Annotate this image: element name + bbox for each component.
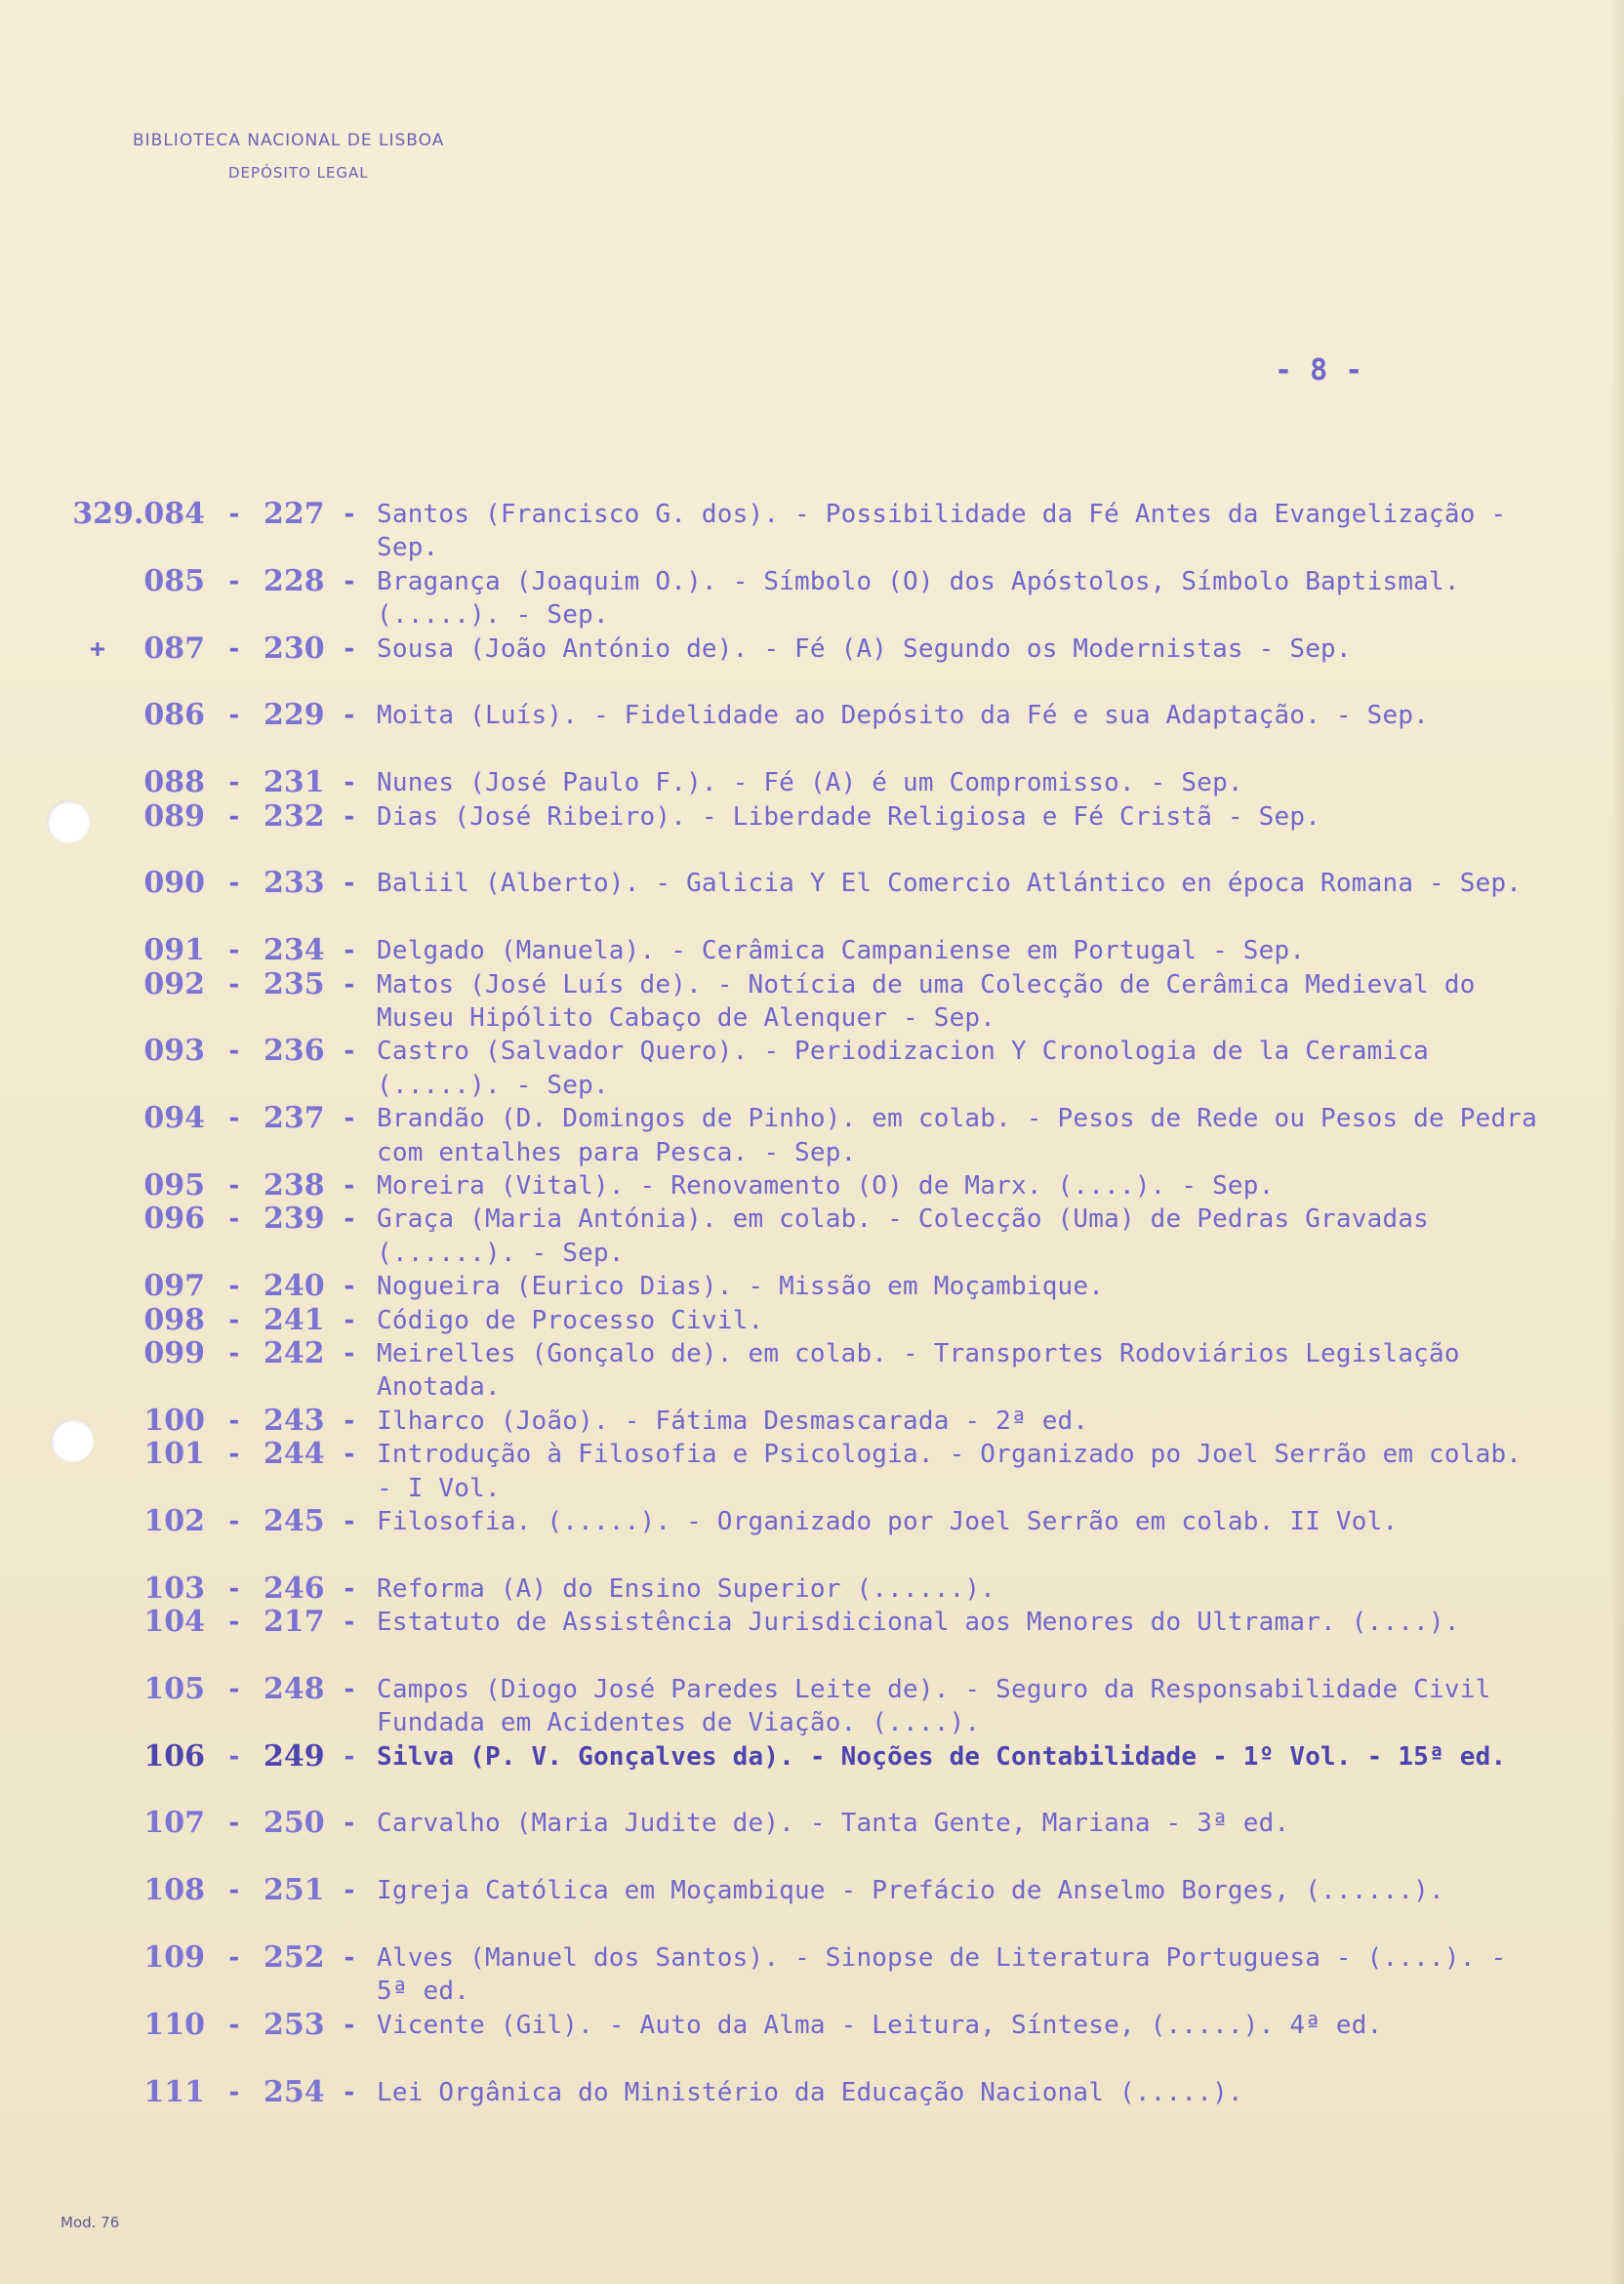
entry-row (0, 1673, 1624, 1740)
entry-row (0, 1405, 1624, 1438)
entry-row (0, 1169, 1624, 1203)
entry-row (0, 1035, 1624, 1102)
entry-number: 217 (264, 1605, 325, 1640)
entry-description: Dias (José Ribeiro). - Liberdade Religiosa e Fé Cristã - Sep. (377, 801, 1321, 832)
entry-classification: 087 (143, 631, 205, 666)
entry-number: 230 (264, 631, 325, 666)
entry-separator: - (342, 1573, 357, 1604)
entry-number: 235 (264, 966, 325, 1001)
entry-number: 227 (264, 497, 325, 531)
entry-description: Campos (Diogo José Paredes Leite de). - Seguro da Responsabilidade Civil Fundada em Acidentes de Viação. (....). (377, 1674, 1491, 1738)
entry-classification: 097 (143, 1269, 205, 1304)
entry-separator: - (342, 1204, 357, 1235)
entry-description: Matos (José Luís de). - Notícia de uma Colecção de Cerâmica Medieval do Museu Hipólito Cabaço de Alenquer - Sep. (377, 969, 1476, 1033)
entry-number: 254 (264, 2074, 325, 2109)
entry-separator: - (342, 1741, 357, 1772)
entry-separator: - (342, 1876, 357, 1906)
entry-number: 251 (264, 1873, 325, 1908)
entry-separator: - (226, 2077, 242, 2107)
entry-classification: 093 (143, 1034, 205, 1069)
entry-row (0, 1438, 1624, 1505)
entry-row (0, 1941, 1624, 2009)
entry-separator: - (342, 1170, 357, 1201)
entry-separator: - (226, 1272, 242, 1302)
entry-separator: - (226, 1305, 242, 1335)
entry-number: 241 (264, 1302, 325, 1337)
entry-classification: 088 (143, 765, 205, 800)
entry-classification: 329.084 (72, 497, 205, 531)
entry-classification: 111 (143, 2074, 205, 2109)
entry-number: 234 (264, 933, 325, 968)
entry-separator: - (342, 768, 357, 798)
entry-classification: 094 (143, 1101, 205, 1136)
entry-separator: - (226, 1338, 242, 1368)
entry-classification: 109 (143, 1940, 205, 1976)
entry-row (0, 1572, 1624, 1606)
entry-separator: - (342, 936, 357, 966)
entry-classification: 101 (143, 1437, 205, 1472)
entry-row (0, 699, 1624, 766)
entry-description: Moita (Luís). - Fidelidade ao Depósito da Fé e sua Adaptação. - Sep. (377, 701, 1430, 731)
entry-separator: - (226, 1674, 242, 1704)
entry-separator: - (342, 701, 357, 731)
entry-classification: 102 (143, 1503, 205, 1538)
entry-separator: - (226, 566, 242, 596)
entry-number: 253 (264, 2007, 325, 2042)
entry-row (0, 968, 1624, 1036)
entry-row (0, 1203, 1624, 1270)
entry-classification: 110 (143, 2007, 205, 2042)
entry-description: Graça (Maria Antónia). em colab. - Colecção (Uma) de Pedras Gravadas (......). - Sep. (377, 1204, 1430, 1268)
entry-separator: - (226, 1440, 242, 1470)
entry-description: Baliil (Alberto). - Galicia Y El Comercio Atlántico en época Romana - Sep. (377, 869, 1522, 899)
entry-separator: - (226, 1573, 242, 1604)
entry-description: Estatuto de Assistência Jurisdicional aos Menores do Ultramar. (....). (377, 1608, 1460, 1638)
entry-separator: - (226, 1506, 242, 1536)
entry-separator: - (226, 1037, 242, 1067)
entry-number: 228 (264, 563, 325, 598)
entry-row (0, 2009, 1624, 2076)
entry-separator: - (226, 500, 242, 529)
entry-description: Meirelles (Gonçalo de). em colab. - Transportes Rodoviários Legislação Anotada. (377, 1338, 1460, 1403)
entry-classification: 098 (143, 1302, 205, 1337)
entry-row (0, 632, 1624, 700)
entry-classification: 086 (143, 698, 205, 733)
punch-hole (47, 800, 90, 843)
entry-classification: 090 (143, 866, 205, 901)
entry-number: 249 (264, 1738, 325, 1774)
page-number: - 8 - (1275, 353, 1363, 387)
entry-description: Carvalho (Maria Judite de). - Tanta Gente, Mariana - 3ª ed. (377, 1809, 1290, 1839)
entry-description: Delgado (Manuela). - Cerâmica Campaniense em Portugal - Sep. (377, 936, 1306, 966)
entry-classification: 100 (143, 1403, 205, 1438)
entry-row (0, 934, 1624, 967)
entry-description: Código de Processo Civil. (377, 1305, 764, 1335)
entry-number: 240 (264, 1269, 325, 1304)
entry-row (0, 1102, 1624, 1169)
entry-separator: - (342, 801, 357, 832)
entry-separator: - (342, 1506, 357, 1536)
entry-separator: - (226, 1876, 242, 1906)
entry-separator: - (342, 500, 357, 529)
entry-row (0, 1270, 1624, 1303)
entry-classification: 105 (143, 1671, 205, 1706)
entry-description: Alves (Manuel dos Santos). - Sinopse de Literatura Portuguesa - (....). - 5ª ed. (377, 1943, 1507, 2007)
letterhead-department: DEPÓSITO LEGAL (228, 164, 369, 182)
entry-row (0, 1606, 1624, 1673)
entry-description: Lei Orgânica do Ministério da Educação Nacional (.....). (377, 2077, 1243, 2107)
entry-description: Filosofia. (.....). - Organizado por Joel Serrão em colab. II Vol. (377, 1506, 1399, 1536)
entry-classification: 106 (143, 1738, 205, 1774)
entry-separator: - (342, 1305, 357, 1335)
entry-separator: - (342, 869, 357, 899)
entry-classification: 107 (143, 1806, 205, 1841)
entry-separator: - (342, 969, 357, 999)
entry-separator: - (226, 1204, 242, 1235)
entry-classification: 089 (143, 798, 205, 834)
entry-number: 242 (264, 1335, 325, 1370)
entry-description: Santos (Francisco G. dos). - Possibilidade da Fé Antes da Evangelização - Sep. (377, 500, 1507, 563)
entry-separator: - (342, 1440, 357, 1470)
entry-separator: - (342, 2010, 357, 2040)
entry-description: Brandão (D. Domingos de Pinho). em colab. - Pesos de Rede ou Pesos de Pedra com entalhes para Pesca. - Sep. (377, 1104, 1537, 1167)
entry-row (0, 1505, 1624, 1572)
entry-row (0, 800, 1624, 868)
entry-classification: 091 (143, 933, 205, 968)
entry-number: 252 (264, 1940, 325, 1976)
entry-description: Bragança (Joaquim O.). - Símbolo (O) dos Apóstolos, Símbolo Baptismal. (.....). - Sep. (377, 566, 1460, 631)
entry-description: Ilharco (João). - Fátima Desmascarada - 2ª ed. (377, 1406, 1089, 1436)
entry-separator: - (342, 1943, 357, 1974)
entry-separator: - (226, 633, 242, 664)
entry-classification: 103 (143, 1570, 205, 1606)
entry-description: Silva (P. V. Gonçalves da). - Noções de Contabilidade - 1º Vol. - 15ª ed. (377, 1741, 1507, 1772)
entry-separator: - (342, 1104, 357, 1134)
entry-classification: 108 (143, 1873, 205, 1908)
entry-separator: - (342, 566, 357, 596)
entry-description: Introdução à Filosofia e Psicologia. - Organizado po Joel Serrão em colab. - I Vol. (377, 1440, 1522, 1503)
entry-separator: - (226, 768, 242, 798)
entry-classification: 095 (143, 1167, 205, 1203)
entry-separator: - (342, 1338, 357, 1368)
entry-description: Moreira (Vital). - Renovamento (O) de Marx. (....). - Sep. (377, 1170, 1275, 1201)
entry-classification: 096 (143, 1202, 205, 1237)
entry-number: 239 (264, 1202, 325, 1237)
entry-row (0, 498, 1624, 565)
entry-classification: 092 (143, 966, 205, 1001)
entry-separator: - (342, 2077, 357, 2107)
entry-separator: - (342, 1674, 357, 1704)
entry-description: Vicente (Gil). - Auto da Alma - Leitura, Síntese, (.....). 4ª ed. (377, 2010, 1383, 2040)
entry-classification: 104 (143, 1605, 205, 1640)
entry-number: 238 (264, 1167, 325, 1203)
entry-separator: - (342, 1809, 357, 1839)
entry-description: Castro (Salvador Quero). - Periodizacion Y Cronologia de la Ceramica (.....). - Sep. (377, 1037, 1430, 1100)
entry-number: 233 (264, 866, 325, 901)
entry-row (0, 1874, 1624, 1941)
entry-classification: 085 (143, 563, 205, 598)
entry-description: Nogueira (Eurico Dias). - Missão em Moçambique. (377, 1272, 1105, 1302)
entry-number: 246 (264, 1570, 325, 1606)
entry-separator: - (226, 701, 242, 731)
entry-row (0, 766, 1624, 799)
entry-description: Nunes (José Paulo F.). - Fé (A) é um Compromisso. - Sep. (377, 768, 1243, 798)
entry-number: 243 (264, 1403, 325, 1438)
entry-separator: - (226, 801, 242, 832)
entry-separator: - (226, 936, 242, 966)
entry-separator: - (226, 1170, 242, 1201)
entry-row (0, 1304, 1624, 1337)
entry-separator: - (342, 1608, 357, 1638)
entry-separator: - (226, 1608, 242, 1638)
entry-row (0, 1807, 1624, 1874)
entry-number: 244 (264, 1437, 325, 1472)
entry-row (0, 867, 1624, 934)
letterhead-institution: BIBLIOTECA NACIONAL DE LISBOA (133, 131, 445, 150)
entry-number: 231 (264, 765, 325, 800)
entry-separator: - (226, 1741, 242, 1772)
punch-hole (51, 1419, 94, 1462)
entry-description: Igreja Católica em Moçambique - Prefácio de Anselmo Borges, (......). (377, 1876, 1444, 1906)
entry-description: Sousa (João António de). - Fé (A) Segundo os Modernistas - Sep. (377, 633, 1352, 664)
entry-row (0, 2076, 1624, 2109)
entry-number: 229 (264, 698, 325, 733)
entry-row (0, 1740, 1624, 1808)
entry-classification: 099 (143, 1335, 205, 1370)
entry-number: 248 (264, 1671, 325, 1706)
entry-separator: - (226, 1943, 242, 1974)
entry-number: 245 (264, 1503, 325, 1538)
entry-separator: - (342, 1406, 357, 1436)
entry-separator: - (226, 869, 242, 899)
entry-separator: - (342, 1272, 357, 1302)
entry-number: 236 (264, 1034, 325, 1069)
entry-description: Reforma (A) do Ensino Superior (......). (377, 1573, 996, 1604)
entry-row (0, 565, 1624, 632)
entry-mark: + (90, 633, 105, 664)
entry-separator: - (342, 1037, 357, 1067)
form-code: Mod. 76 (61, 2214, 120, 2231)
entry-separator: - (226, 969, 242, 999)
entry-list (0, 498, 1624, 2109)
entry-separator: - (226, 2010, 242, 2040)
entry-separator: - (226, 1406, 242, 1436)
entry-number: 237 (264, 1101, 325, 1136)
entry-separator: - (226, 1104, 242, 1134)
entry-separator: - (342, 633, 357, 664)
entry-number: 250 (264, 1806, 325, 1841)
entry-row (0, 1337, 1624, 1405)
entry-separator: - (226, 1809, 242, 1839)
entry-number: 232 (264, 798, 325, 834)
page-edge-shadow (1610, 0, 1624, 2284)
